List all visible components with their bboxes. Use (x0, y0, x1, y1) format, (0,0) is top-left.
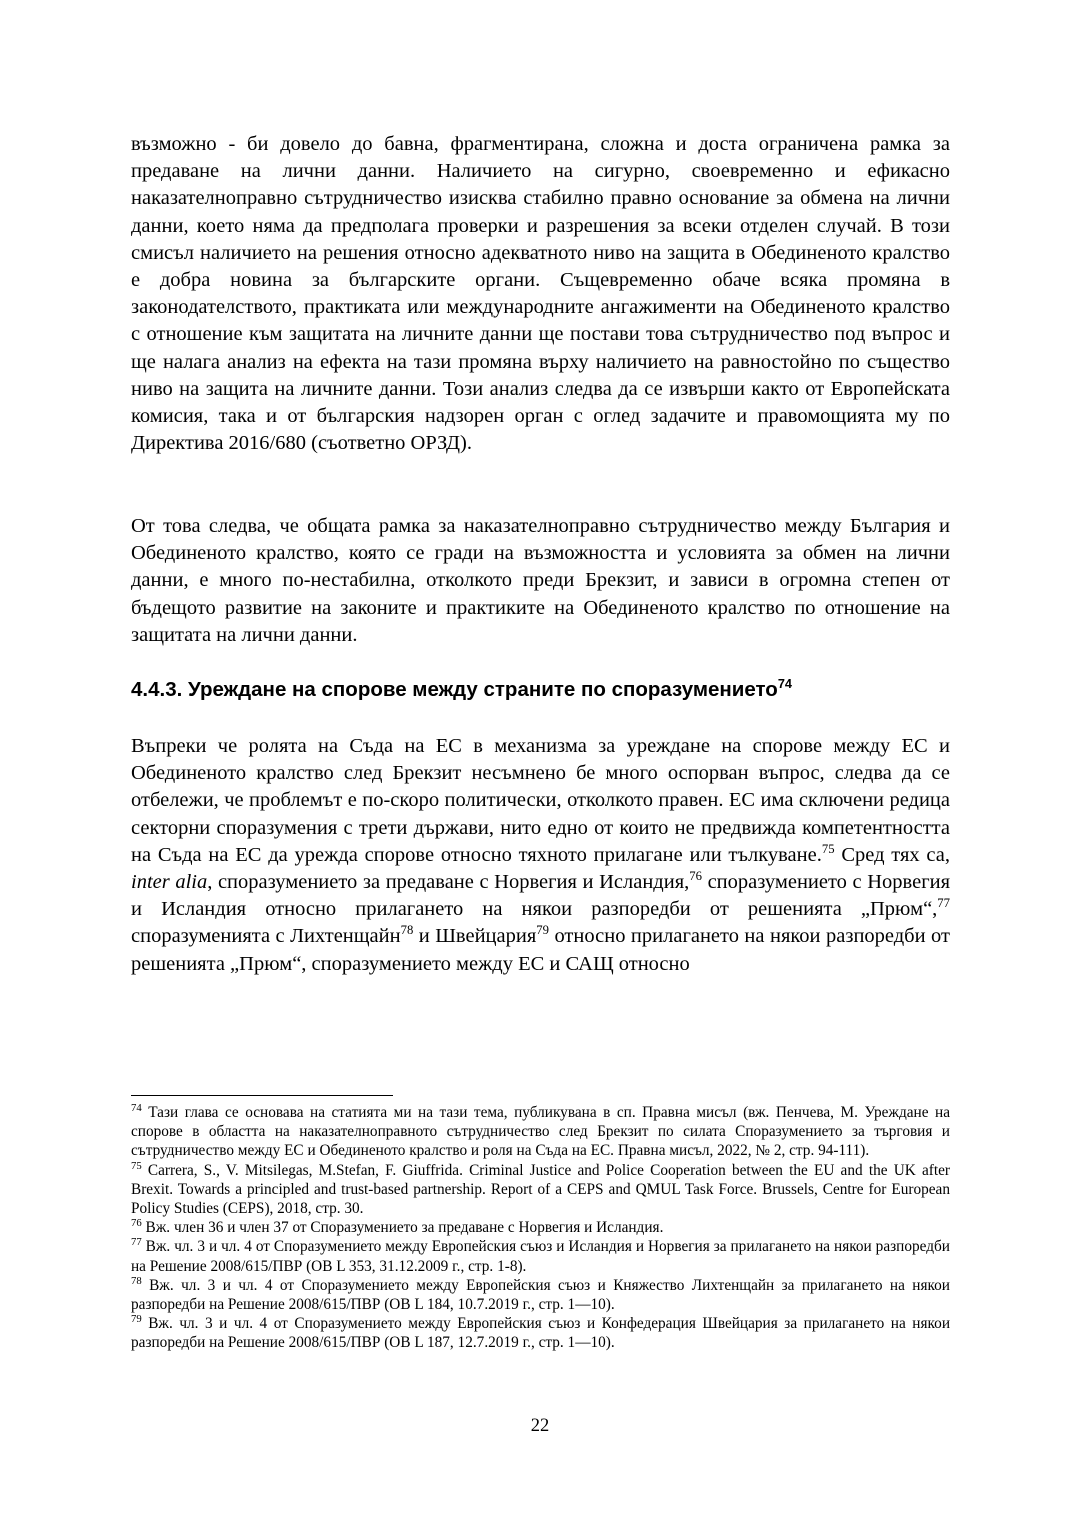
paragraph-text: Сред тях са, (834, 843, 950, 866)
footnote-number: 77 (131, 1236, 142, 1249)
footnote-ref-75[interactable]: 75 (821, 841, 835, 856)
footnote-text: Вж. чл. 3 и чл. 4 от Споразумението между Европейския съюз и Княжество Лихтенщайн за прилагането на някои разпоредби на Решение 2008/615/ПВР (ОВ L 184, 10.7.2019 г., стр. 1—10). (131, 1276, 950, 1314)
paragraph-text: относно прилагането на някои разпоредби от решенията „Прюм“, споразумението между ЕС и САЩ относно (131, 925, 950, 975)
footnote-ref-78[interactable]: 78 (400, 923, 414, 938)
footnote-number: 78 (131, 1274, 142, 1287)
footnote-number: 74 (131, 1101, 142, 1114)
footnote-text: Вж. чл. 3 и чл. 4 от Споразумението между Европейския съюз и Конфедерация Швейцария за прилагането на някои разпоредби на Решение 2008/615/ПВР (ОВ L 187, 12.7.2019 г., стр. 1—10). (131, 1315, 950, 1352)
footnote-ref-76[interactable]: 76 (689, 869, 702, 884)
paragraph-text: , споразумението за предаване с Норвегия и Исландия, (207, 871, 690, 894)
footnote-number: 75 (131, 1159, 142, 1172)
footnotes (131, 1103, 950, 1353)
footnote-78 (131, 1276, 950, 1314)
footnote-75 (131, 1161, 950, 1219)
footnote-number: 76 (131, 1217, 142, 1230)
footnote-text: Carrera, S., V. Mitsilegas, M.Stefan, F. Giuffrida. Criminal Justice and Police Cooperation between the EU and the UK after Brexit. Towards a principled and trust-based partnership. Report of a CEPS and QMUL Task Force. Brussels, Centre for European Policy Studies (CEPS), 2018, стр. 30. (131, 1161, 950, 1218)
body-paragraph-3 (131, 733, 950, 978)
page-number: 22 (530, 1416, 550, 1436)
footnote-text: Вж. член 36 и член 37 от Споразумението за предаване с Норвегия и Исландия. (141, 1219, 664, 1237)
footnote-number: 79 (131, 1313, 142, 1326)
footnote-76 (131, 1218, 950, 1237)
paragraph-text: споразуменията с Лихтенщайн (131, 925, 401, 948)
footnote-text: Тази глава се основава на статията ми на тази тема, публикувана в сп. Правна мисъл (вж. Пенчева, М. Уреждане на спорове в областта на наказателноправното сътрудничество след Брекзит по силата Споразумението за търговия и сътрудничество между ЕС и Обединеното кралство и роля на Съда на ЕС. Правна мисъл, 2022, № 2, стр. 94-111). (131, 1104, 950, 1160)
body-paragraph-2: От това следва, че общата рамка за наказателноправно сътрудничество между България и Обединеното кралство, която се гради на възможността и условията за обмен на лични данни, е много по-нестабилна, отколкото преди Брекзит, и зависи в огромна степен от бъдещото развитие на законите и практиките на Обединеното кралство по отношение на защитата на лични данни. (131, 515, 950, 646)
paragraph-text: и Швейцария (413, 925, 537, 948)
footnote-74 (131, 1103, 950, 1161)
latin-phrase: inter alia (131, 871, 208, 894)
footnote-ref-79[interactable]: 79 (536, 923, 549, 938)
section-heading-text: 4.4.3. Уреждане на спорове между страните по споразумението (131, 678, 778, 701)
section-heading (131, 677, 950, 703)
footnote-ref-77[interactable]: 77 (937, 896, 950, 911)
body-paragraph-1: възможно - би довело до бавна, фрагментирана, сложна и доста ограничена рамка за предаване на лични данни. Наличието на сигурно, своевременно и ефикасно наказателноправно сътрудничество изисква стабилно правно основание за обмена на лични данни, което няма да предполага проверки и разрешения за всеки отделен случай. В този смисъл наличието на решения относно адекватното ниво на защита в Обединеното кралство е добра новина за българските органи. Същевременно обаче всяка промяна в законодателството, практиката или международните ангажименти на Обединеното кралство с отношение към защитата на личните данни ще постави това сътрудничество под въпрос и ще налага анализ на ефекта на тази промяна върху наличието на равностойно по същество ниво на защита на личните данни. Този анализ следва да се извърши както от Европейската комисия, така и от българския надзорен орган с оглед задачите и правомощията му по Директива 2016/680 (съответно ОРЗД). (131, 133, 950, 455)
footnote-text: Вж. чл. 3 и чл. 4 от Споразумението между Европейския съюз и Исландия и Норвегия за прилагането на някои разпоредби на Решение 2008/615/ПВР (ОВ L 353, 31.12.2009 г., стр. 1-8). (131, 1238, 950, 1275)
paragraph-text: споразумението с Норвегия и Исландия относно прилагането на някои разпоредби от решенията „Прюм“, (131, 871, 951, 921)
footnote-77 (131, 1237, 950, 1275)
paragraph-text: Въпреки че ролята на Съда на ЕС в механизма за уреждане на спорове между ЕС и Обединеното кралство след Брекзит несъмнено бе много оспорван въпрос, следва да се отбележи, че проблемът е по-скоро политически, отколкото правен. ЕС има сключени редица секторни споразумения с трети държави, нито едно от които не предвижда компетентността на Съда на ЕС да урежда спорове относно тяхното прилагане или тълкуване. (131, 735, 950, 866)
footnote-separator (131, 1095, 393, 1096)
footnote-79 (131, 1314, 950, 1352)
footnote-ref-74[interactable]: 74 (777, 676, 792, 692)
